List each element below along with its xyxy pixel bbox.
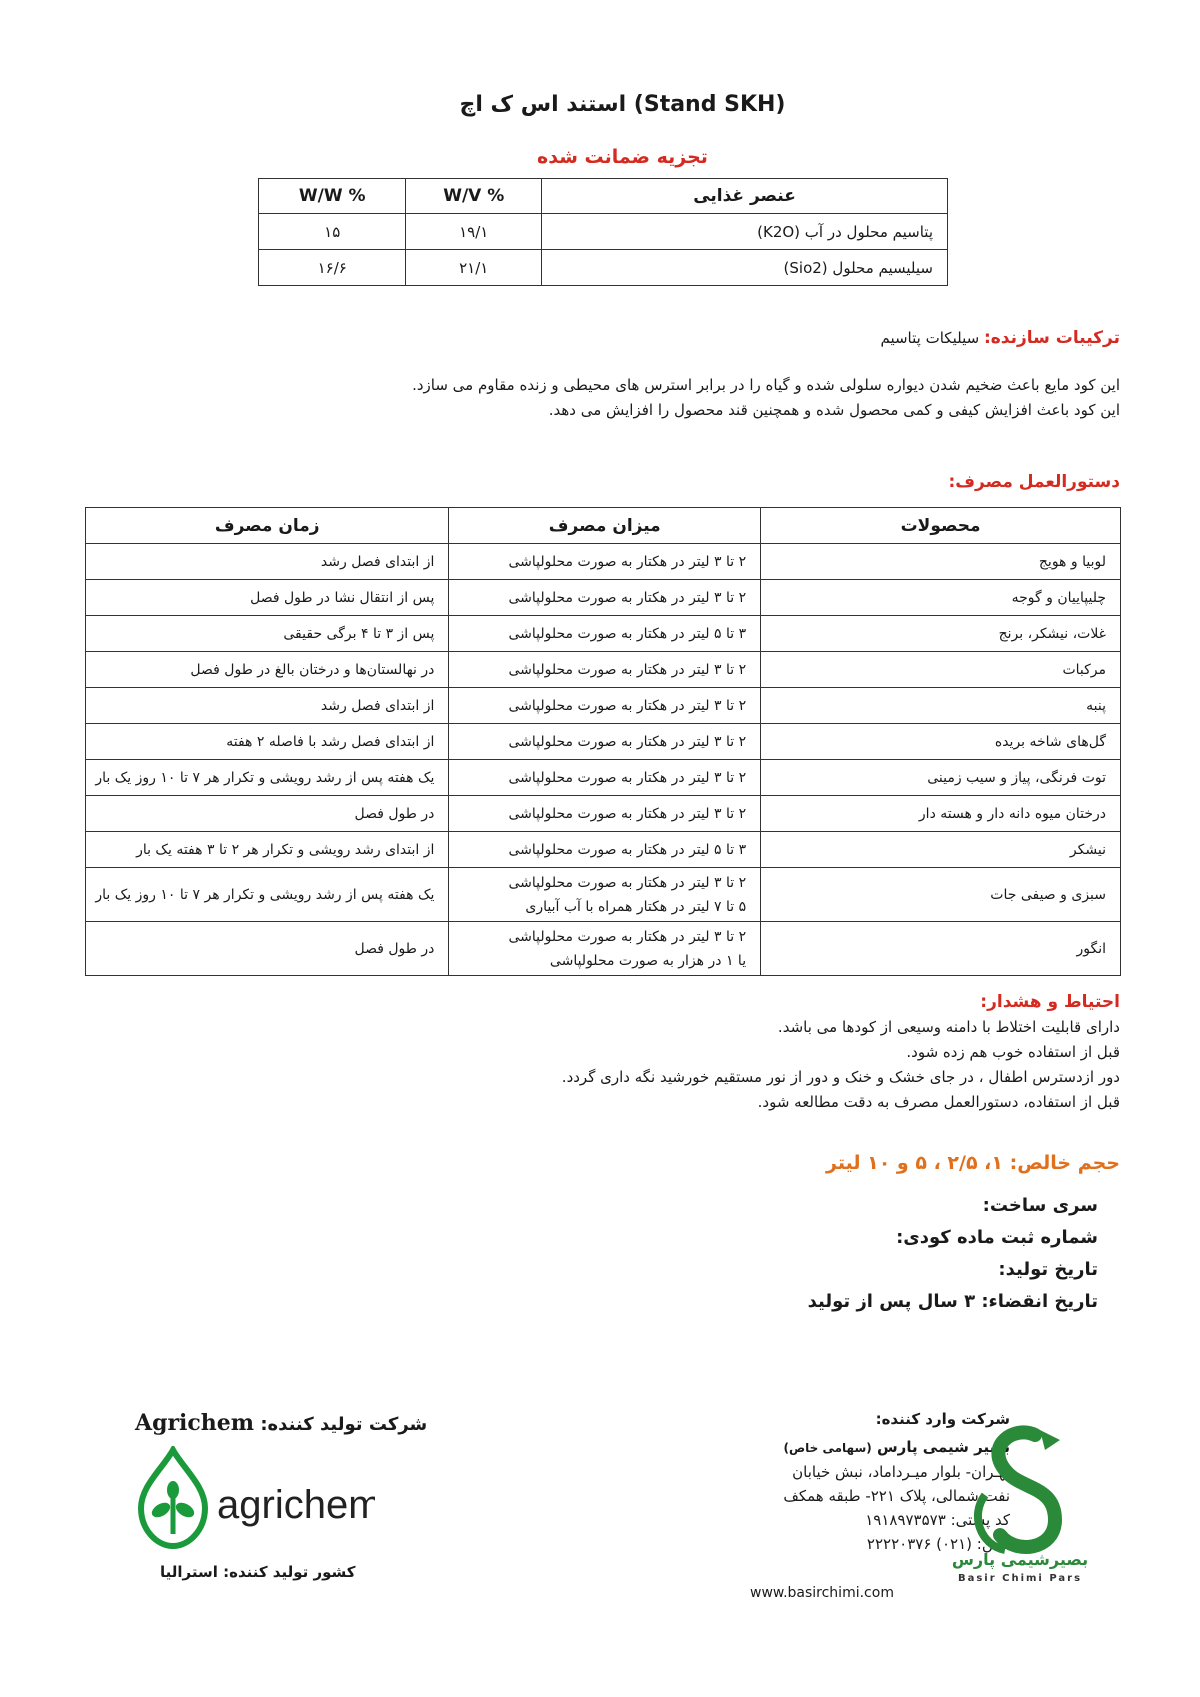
importer-address: تهـران- بلوار میـرداماد، نبش خیابان bbox=[792, 1463, 1010, 1481]
rate-cell bbox=[449, 922, 761, 976]
table-row bbox=[86, 652, 1121, 688]
element-cell: سیلیسیم محلول (Sio2) bbox=[542, 250, 948, 286]
table-row bbox=[259, 214, 948, 250]
table-row bbox=[86, 760, 1121, 796]
caution-label: احتیاط و هشدار: bbox=[980, 992, 1120, 1012]
importer-postal: کد پستی: ۱۹۱۸۹۷۳۵۷۳ bbox=[865, 1511, 1010, 1529]
importer-phone: تلفن: (۰۲۱) ۲۲۲۲۰۳۷۶ bbox=[866, 1535, 1010, 1553]
table-row bbox=[86, 580, 1121, 616]
rate-line: ۲ تا ۳ لیتر در هکتار به صورت محلولپاشی bbox=[508, 697, 747, 714]
rate-cell bbox=[449, 796, 761, 832]
batch-info bbox=[808, 1190, 1098, 1318]
rate-cell bbox=[449, 544, 761, 580]
crop-cell: انگور bbox=[761, 922, 1121, 976]
crop-cell: گل‌های شاخه بریده bbox=[761, 724, 1121, 760]
table-header: عنصر غذایی bbox=[542, 179, 948, 214]
rate-cell bbox=[449, 832, 761, 868]
guaranteed-analysis-title: تجزیه ضمانت شده bbox=[537, 146, 708, 168]
crop-cell: لوبیا و هویج bbox=[761, 544, 1121, 580]
registration-number-label: شماره ثبت ماده کودی: bbox=[896, 1227, 1098, 1248]
importer-address: نفت شمالی، پلاک ۲۲۱- طبقه همکف bbox=[783, 1487, 1010, 1505]
crop-cell: غلات، نیشکر، برنج bbox=[761, 616, 1121, 652]
caution-line: قبل از استفاده خوب هم زده شود. bbox=[906, 1043, 1120, 1061]
time-cell: پس از ۳ تا ۴ برگی حقیقی bbox=[86, 616, 449, 652]
production-date-label: تاریخ تولید: bbox=[998, 1259, 1098, 1280]
expiry-date-label: تاریخ انقضاء: ۳ سال پس از تولید bbox=[807, 1291, 1098, 1312]
product-title: استند اس ک اچ (Stand SKH) bbox=[459, 92, 786, 117]
analysis-table bbox=[258, 178, 948, 286]
caution-line: قبل از استفاده، دستورالعمل مصرف به دقت مطالعه شود. bbox=[757, 1093, 1120, 1111]
time-cell: یک هفته پس از رشد رویشی و تکرار هر ۷ تا ۱۰ روز یک بار bbox=[86, 760, 449, 796]
table-row bbox=[86, 922, 1121, 976]
table-row bbox=[86, 724, 1121, 760]
description bbox=[412, 373, 1120, 423]
rate-cell bbox=[449, 580, 761, 616]
crop-cell: پنبه bbox=[761, 688, 1121, 724]
composition-label: ترکیبات سازنده: bbox=[983, 328, 1120, 348]
time-cell: یک هفته پس از رشد رویشی و تکرار هر ۷ تا ۱۰ روز یک بار bbox=[86, 868, 449, 922]
rate-line: ۲ تا ۳ لیتر در هکتار به صورت محلولپاشی bbox=[508, 805, 747, 822]
agrichem-logo bbox=[135, 1446, 375, 1560]
composition-section bbox=[880, 326, 1120, 351]
table-row bbox=[86, 868, 1121, 922]
caution-section bbox=[562, 990, 1120, 1115]
crop-cell: سبزی و صیفی جات bbox=[761, 868, 1121, 922]
table-header: % W/W bbox=[259, 179, 406, 214]
net-volume: حجم خالص: ۱، ۲/۵ ، ۵ و ۱۰ لیتر bbox=[826, 1152, 1120, 1174]
batch-number-label: سری ساخت: bbox=[982, 1195, 1098, 1216]
rate-cell bbox=[449, 868, 761, 922]
rate-line: ۲ تا ۳ لیتر در هکتار به صورت محلولپاشی bbox=[508, 661, 747, 678]
rate-line: ۲ تا ۳ لیتر در هکتار به صورت محلولپاشی bbox=[508, 733, 747, 750]
logo-text-fa: بصیرشیمی پارس bbox=[951, 1550, 1089, 1569]
crop-cell: توت فرنگی، پیاز و سیب زمینی bbox=[761, 760, 1121, 796]
table-row bbox=[86, 544, 1121, 580]
importer-website[interactable]: www.basirchimi.com bbox=[750, 1585, 894, 1601]
table-header: زمان مصرف bbox=[86, 508, 449, 544]
rate-cell bbox=[449, 760, 761, 796]
rate-line: یا ۱ در هزار به صورت محلولپاشی bbox=[549, 952, 747, 969]
time-cell: در طول فصل bbox=[86, 922, 449, 976]
element-cell: پتاسیم محلول در آب (K2O) bbox=[542, 214, 948, 250]
importer-company: بصیر شیمی پارس bbox=[876, 1438, 1010, 1456]
rate-line: ۳ تا ۵ لیتر در هکتار به صورت محلولپاشی bbox=[508, 625, 747, 642]
crop-cell: درختان میوه دانه دار و هسته دار bbox=[761, 796, 1121, 832]
table-header: محصولات bbox=[761, 508, 1121, 544]
caution-line: دور ازدسترس اطفال ، در جای خشک و خنک و دور از نور مستقیم خورشید نگه داری گردد. bbox=[561, 1068, 1120, 1086]
usage-table bbox=[85, 507, 1121, 976]
rate-cell bbox=[449, 652, 761, 688]
description-line: این کود باعث افزایش کیفی و کمی محصول شده و همچنین قند محصول را افزایش می دهد. bbox=[548, 401, 1120, 419]
manufacturer-line bbox=[135, 1410, 427, 1436]
rate-line: ۲ تا ۳ لیتر در هکتار به صورت محلولپاشی bbox=[508, 589, 747, 606]
ww-cell: ۱۵ bbox=[259, 214, 406, 250]
rate-line: ۵ تا ۷ لیتر در هکتار همراه با آب آبیاری bbox=[525, 898, 747, 915]
wv-cell: ۲۱/۱ bbox=[406, 250, 542, 286]
logo-text-en: Basir Chimi Pars bbox=[957, 1573, 1083, 1584]
time-cell: از ابتدای فصل رشد با فاصله ۲ هفته bbox=[86, 724, 449, 760]
table-header: % W/V bbox=[406, 179, 542, 214]
crop-cell: چلیپاییان و گوجه bbox=[761, 580, 1121, 616]
manufacturer-country: کشور تولید کننده: استرالیا bbox=[160, 1563, 356, 1581]
ww-cell: ۱۶/۶ bbox=[259, 250, 406, 286]
time-cell: پس از انتقال نشا در طول فصل bbox=[86, 580, 449, 616]
time-cell: در طول فصل bbox=[86, 796, 449, 832]
rate-cell bbox=[449, 688, 761, 724]
agrichem-wordmark: agrichem bbox=[217, 1483, 375, 1527]
caution-line: دارای قابلیت اختلاط با دامنه وسیعی از کودها می باشد. bbox=[777, 1018, 1120, 1036]
composition-value: سیلیکات پتاسیم bbox=[880, 329, 980, 347]
crop-cell: نیشکر bbox=[761, 832, 1121, 868]
time-cell: از ابتدای رشد رویشی و تکرار هر ۲ تا ۳ هفته یک بار bbox=[86, 832, 449, 868]
table-header: میزان مصرف bbox=[449, 508, 761, 544]
time-cell: از ابتدای فصل رشد bbox=[86, 544, 449, 580]
usage-section bbox=[948, 470, 1120, 495]
importer-company-type: (سهامی خاص) bbox=[783, 1441, 872, 1455]
crop-cell: مرکبات bbox=[761, 652, 1121, 688]
rate-cell bbox=[449, 616, 761, 652]
rate-line: ۲ تا ۳ لیتر در هکتار به صورت محلولپاشی bbox=[508, 928, 747, 945]
manufacturer-name: Agrichem bbox=[135, 1410, 255, 1436]
time-cell: در نهالستان‌ها و درختان بالغ در طول فصل bbox=[86, 652, 449, 688]
rate-line: ۳ تا ۵ لیتر در هکتار به صورت محلولپاشی bbox=[508, 841, 747, 858]
importer-label: شرکت وارد کننده: bbox=[875, 1410, 1010, 1428]
time-cell: از ابتدای فصل رشد bbox=[86, 688, 449, 724]
manufacturer-label: شرکت تولید کننده: bbox=[260, 1414, 428, 1435]
rate-line: ۲ تا ۳ لیتر در هکتار به صورت محلولپاشی bbox=[508, 874, 747, 891]
table-row bbox=[86, 832, 1121, 868]
table-row bbox=[259, 250, 948, 286]
usage-label: دستورالعمل مصرف: bbox=[948, 472, 1120, 492]
rate-line: ۲ تا ۳ لیتر در هکتار به صورت محلولپاشی bbox=[508, 769, 747, 786]
table-row bbox=[86, 688, 1121, 724]
rate-cell bbox=[449, 724, 761, 760]
table-row bbox=[86, 796, 1121, 832]
basir-chimi-logo bbox=[945, 1425, 1095, 1589]
table-row bbox=[86, 616, 1121, 652]
rate-line: ۲ تا ۳ لیتر در هکتار به صورت محلولپاشی bbox=[508, 553, 747, 570]
description-line: این کود مایع باعث ضخیم شدن دیواره سلولی شده و گیاه را در برابر استرس های محیطی و زنده مقاوم می سازد. bbox=[412, 376, 1120, 394]
wv-cell: ۱۹/۱ bbox=[406, 214, 542, 250]
